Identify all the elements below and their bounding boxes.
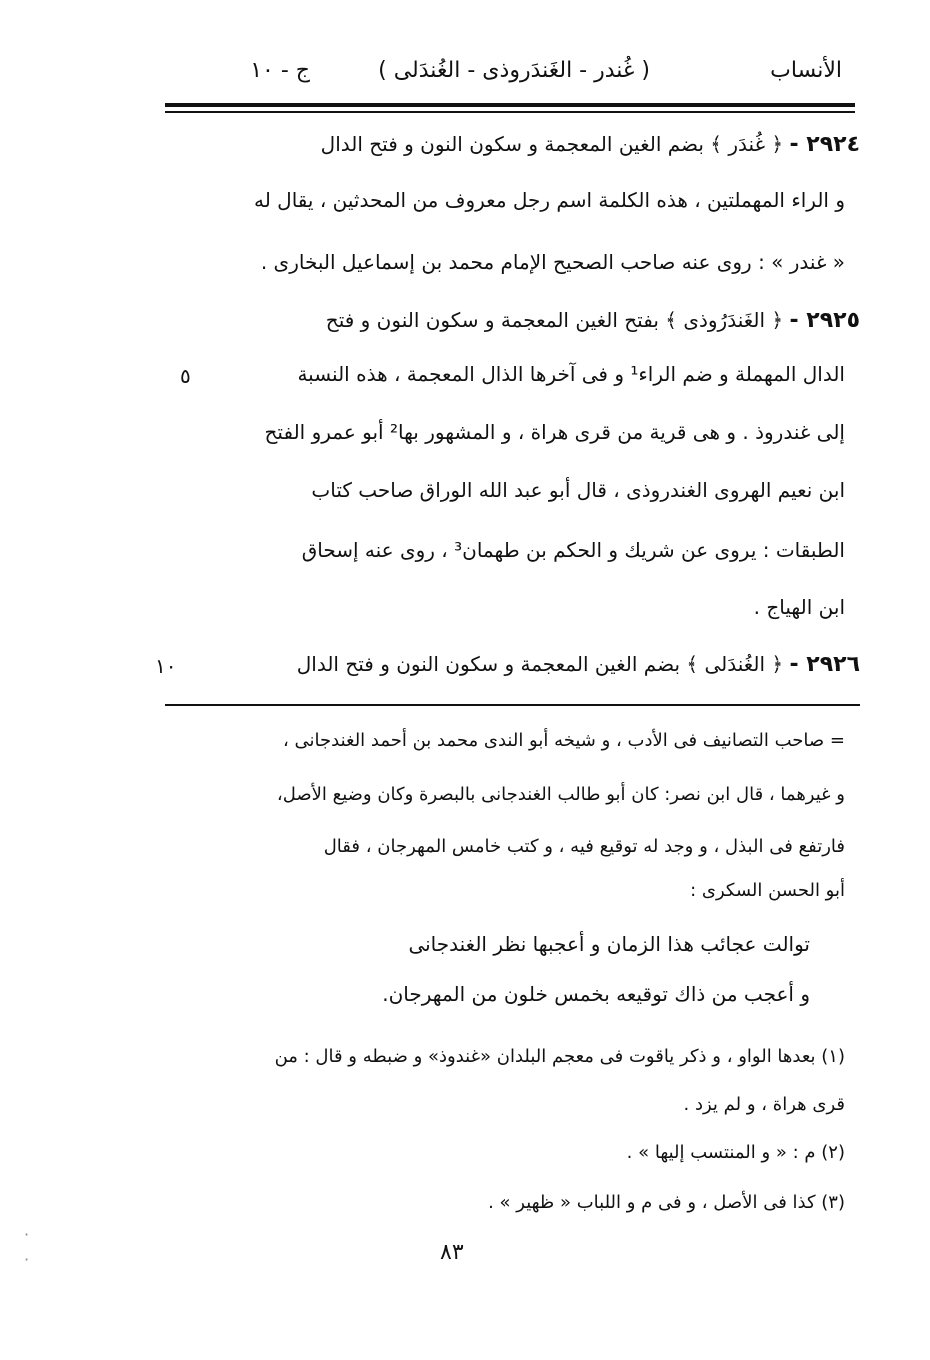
entry-line — [326, 308, 860, 333]
header-entries-range: ( غُندر - الغَندَروذى - الغُندَلى ) — [378, 58, 650, 83]
header-rule-thin — [165, 111, 855, 113]
continuation-line: أبو الحسن السكرى : — [690, 880, 845, 901]
margin-line-number: ١٠ — [155, 654, 177, 678]
scan-speck: · — [24, 1225, 30, 1244]
entry-text: ﴿ الغُندَلى ﴾ بضم الغين المعجمة و سكون النون و فتح الدال — [296, 652, 784, 676]
entry-line: ابن الهياج . — [753, 595, 845, 619]
entry-line: و الراء المهملتين ، هذه الكلمة اسم رجل معروف من المحدثين ، يقال له — [254, 188, 845, 212]
entry-number: ٢٩٢٤ - — [789, 132, 860, 157]
entry-text: ﴿ غُندَر ﴾ بضم الغين المعجمة و سكون النون و فتح الدال — [320, 132, 784, 156]
running-header — [150, 52, 870, 92]
footnote: (١) بعدها الواو ، و ذكر ياقوت فى معجم البلدان «غندوذ» و ضبطه و قال : من — [274, 1046, 845, 1067]
footnote: قرى هراة ، و لم يزد . — [683, 1094, 845, 1115]
poem-verse: توالت عجائب هذا الزمان و أعجبها نظر الغندجانى — [408, 932, 810, 956]
scan-speck: · — [24, 1250, 30, 1269]
entry-line: الطبقات : يروى عن شريك و الحكم بن طهمان³ ، روى عنه إسحاق — [301, 538, 845, 562]
poem-verse: و أعجب من ذاك توقيعه بخمس خلون من المهرجان. — [382, 982, 810, 1006]
entry-line: الدال المهملة و ضم الراء¹ و فى آخرها الذال المعجمة ، هذه النسبة — [297, 362, 845, 386]
entry-line: « غندر » : روى عنه صاحب الصحيح الإمام محمد بن إسماعيل البخارى . — [260, 250, 845, 274]
page-number: ٨٣ — [440, 1240, 464, 1265]
margin-line-number: ٥ — [180, 364, 191, 388]
entry-text: ﴿ الغَندَرُوذى ﴾ بفتح الغين المعجمة و سكون النون و فتح — [325, 308, 784, 332]
entry-line — [297, 652, 860, 677]
continuation-line: و غيرهما ، قال ابن نصر: كان أبو طالب الغندجانى بالبصرة وكان وضيع الأصل، — [276, 784, 845, 805]
continuation-line: فارتفع فى البذل ، و وجد له توقيع فيه ، و كتب خامس المهرجان ، فقال — [323, 836, 845, 857]
entry-line: إلى غندروذ . و هى قرية من قرى هراة ، و المشهور بها² أبو عمرو الفتح — [264, 420, 845, 444]
entry-number: ٢٩٢٦ - — [789, 652, 860, 677]
header-volume: ج - ١٠ — [250, 58, 310, 83]
footnote-separator — [165, 704, 860, 706]
header-rule-thick — [165, 103, 855, 107]
continuation-line: = صاحب التصانيف فى الأدب ، و شيخه أبو الندى محمد بن أحمد الغندجانى ، — [282, 730, 845, 751]
header-book-title: الأنساب — [770, 58, 842, 83]
footnote: (٢) م : « و المنتسب إليها » . — [626, 1142, 845, 1163]
entry-line: ابن نعيم الهروى الغندروذى ، قال أبو عبد الله الوراق صاحب كتاب — [311, 478, 845, 502]
entry-number: ٢٩٢٥ - — [789, 308, 860, 333]
footnote: (٣) كذا فى الأصل ، و فى م و اللباب « ظهير » . — [488, 1192, 845, 1213]
entry-line — [321, 132, 860, 157]
